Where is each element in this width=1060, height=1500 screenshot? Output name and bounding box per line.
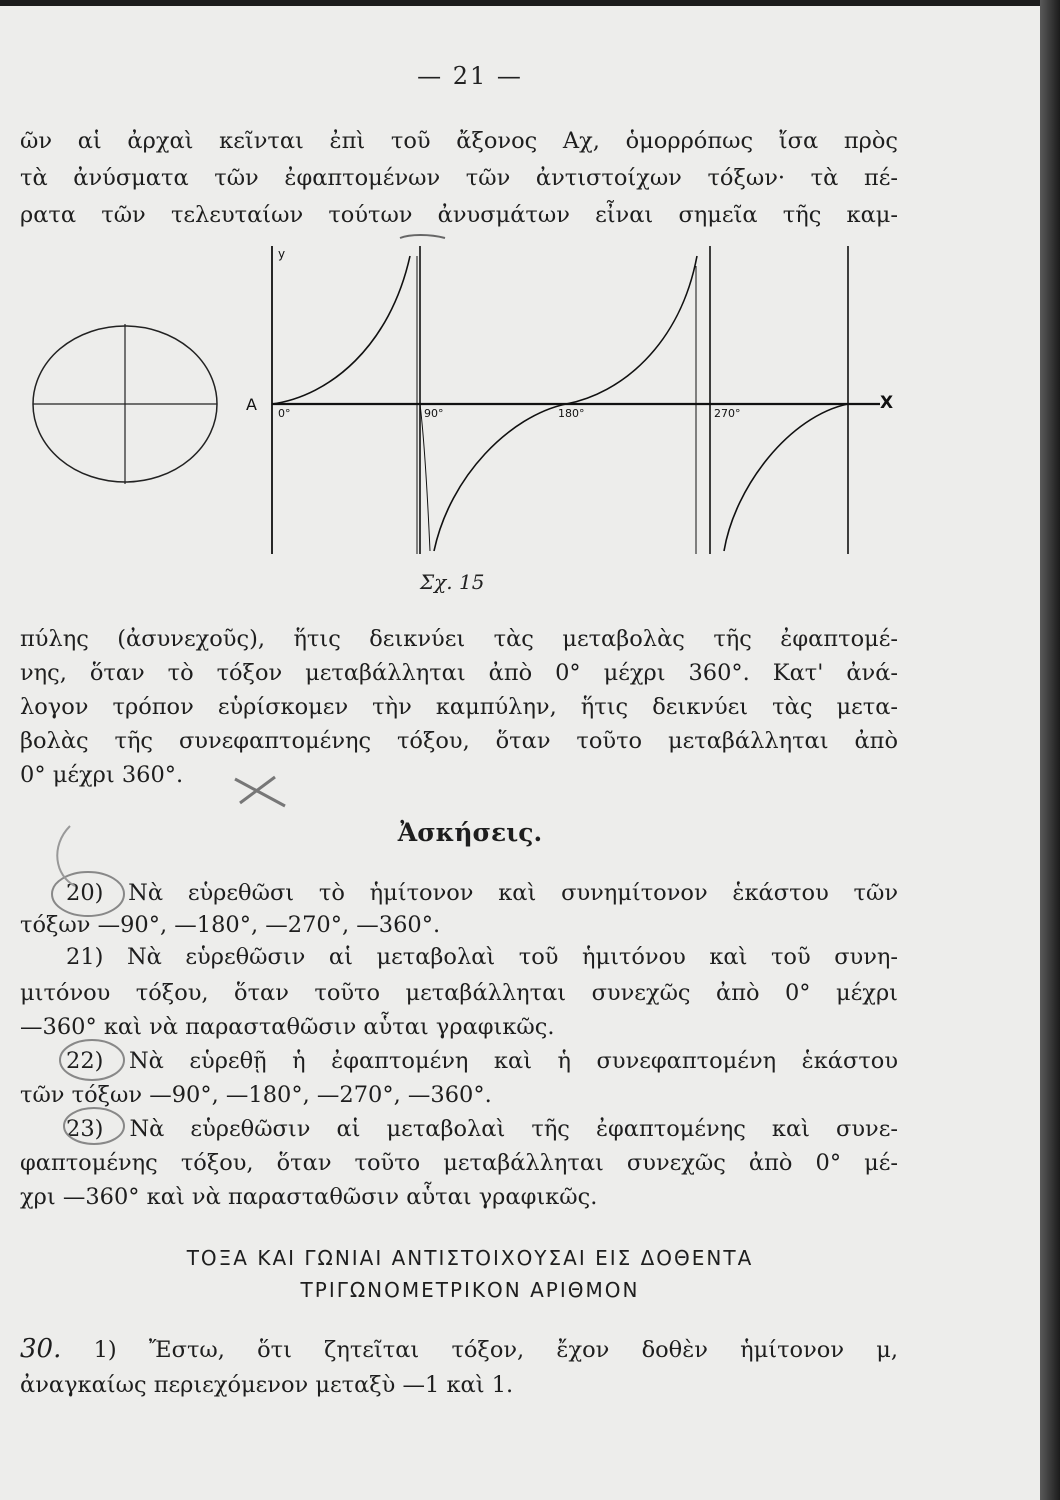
paragraph-30-line xyxy=(20,1334,898,1364)
pencil-annotations xyxy=(30,806,140,1166)
exercise-line: τόξων —90°, —180°, —270°, —360°. xyxy=(20,912,441,938)
exercise-line: χρι —360° καὶ νὰ παρασταθῶσιν αὗται γραφικῶς. xyxy=(20,1184,598,1210)
tick-label-0: 0° xyxy=(278,407,291,420)
tan-branch-0-90 xyxy=(272,256,410,404)
text-line: βολὰς τῆς συνεφαπτομένης τόξου, ὅταν τοῦτο μεταβάλληται ἀπὸ xyxy=(20,728,898,754)
text-line: λογον τρόπον εὑρίσκομεν τὴν καμπύλην, ἥτις δεικνύει τὰς μετα- xyxy=(20,694,898,720)
tan-branch-270-360 xyxy=(724,404,848,551)
pencil-mark xyxy=(400,235,445,238)
pencil-cross-mark xyxy=(230,771,290,811)
exercise-line: 22) Νὰ εὑρεθῇ ἡ ἐφαπτομένη καὶ ἡ συνεφαπτομένη ἑκάστου xyxy=(66,1048,898,1074)
y-axis-label: y xyxy=(278,247,286,261)
text-line: τὰ ἀνύσματα τῶν ἐφαπτομένων τῶν ἀντιστοίχων τόξων· τὰ πέ- xyxy=(20,165,898,191)
section-title-line2: ΤΡΙΓΩΝΟΜΕΤΡΙΚΟΝ ΑΡΙΘΜΟΝ xyxy=(300,1278,640,1302)
section-title-line1: ΤΟΞΑ ΚΑΙ ΓΩΝΙΑΙ ΑΝΤΙΣΤΟΙΧΟΥΣΑΙ ΕΙΣ ΔΟΘΕΝΤΑ xyxy=(186,1246,754,1270)
exercise-line: —360° καὶ νὰ παρασταθῶσιν αὗται γραφικῶς. xyxy=(20,1014,555,1040)
exercise-line: μιτόνου τόξου, ὅταν τοῦτο μεταβάλληται συνεχῶς ἀπὸ 0° μέχρι xyxy=(20,980,898,1006)
exercise-line: τῶν τόξων —90°, —180°, —270°, —360°. xyxy=(20,1082,492,1108)
exercise-line: φαπτομένης τόξου, ὅταν τοῦτο μεταβάλληται συνεχῶς ἀπὸ 0° μέ- xyxy=(20,1150,898,1176)
text-line: νης, ὅταν τὸ τόξον μεταβάλληται ἀπὸ 0° μέχρι 360°. Κατ' ἀνά- xyxy=(20,660,898,686)
book-spine-edge xyxy=(1040,0,1060,1500)
tick-label-180: 180° xyxy=(558,407,585,420)
text-line: πύλης (ἀσυνεχοῦς), ἥτις δεικνύει τὰς μεταβολὰς τῆς ἐφαπτομέ- xyxy=(20,626,898,652)
x-axis-label: X xyxy=(880,393,894,413)
tangent-curve-figure xyxy=(0,6,1040,606)
origin-label: A xyxy=(246,395,257,414)
exercise-line: 20) Νὰ εὑρεθῶσι τὸ ἡμίτονον καὶ συνημίτονον ἑκάστου τῶν xyxy=(66,880,898,906)
text-line: ῶν αἱ ἀρχαὶ κεῖνται ἐπὶ τοῦ ἄξονος Αχ, ὁμορρόπως ἴσα πρὸς xyxy=(20,128,898,154)
tick-label-90: 90° xyxy=(424,407,444,420)
paragraph-30-text: 1) Ἔστω, ὅτι ζητεῖται τόξον, ἔχον δοθὲν ἡμίτονον μ, xyxy=(93,1337,898,1363)
paragraph-number: 30. xyxy=(20,1334,62,1364)
tick-label-270: 270° xyxy=(714,407,741,420)
exercises-heading: Ἀσκήσεις. xyxy=(397,818,543,847)
paragraph-30-line: ἀναγκαίως περιεχόμενον μεταξὺ —1 καὶ 1. xyxy=(20,1372,514,1398)
text-line: 0° μέχρι 360°. xyxy=(20,762,184,788)
text-line: ρατα τῶν τελευταίων τούτων ἀνυσμάτων εἶναι σημεῖα τῆς καμ- xyxy=(20,202,898,228)
exercise-line: 21) Νὰ εὑρεθῶσιν αἱ μεταβολαὶ τοῦ ἡμιτόνου καὶ τοῦ συνη- xyxy=(66,944,898,970)
exercise-line: 23) Νὰ εὑρεθῶσιν αἱ μεταβολαὶ τῆς ἐφαπτομένης καὶ συνε- xyxy=(66,1116,898,1142)
figure-caption: Σχ. 15 xyxy=(420,570,485,594)
page-number: — 21 — xyxy=(417,62,523,90)
tan-branch-small xyxy=(420,404,430,551)
